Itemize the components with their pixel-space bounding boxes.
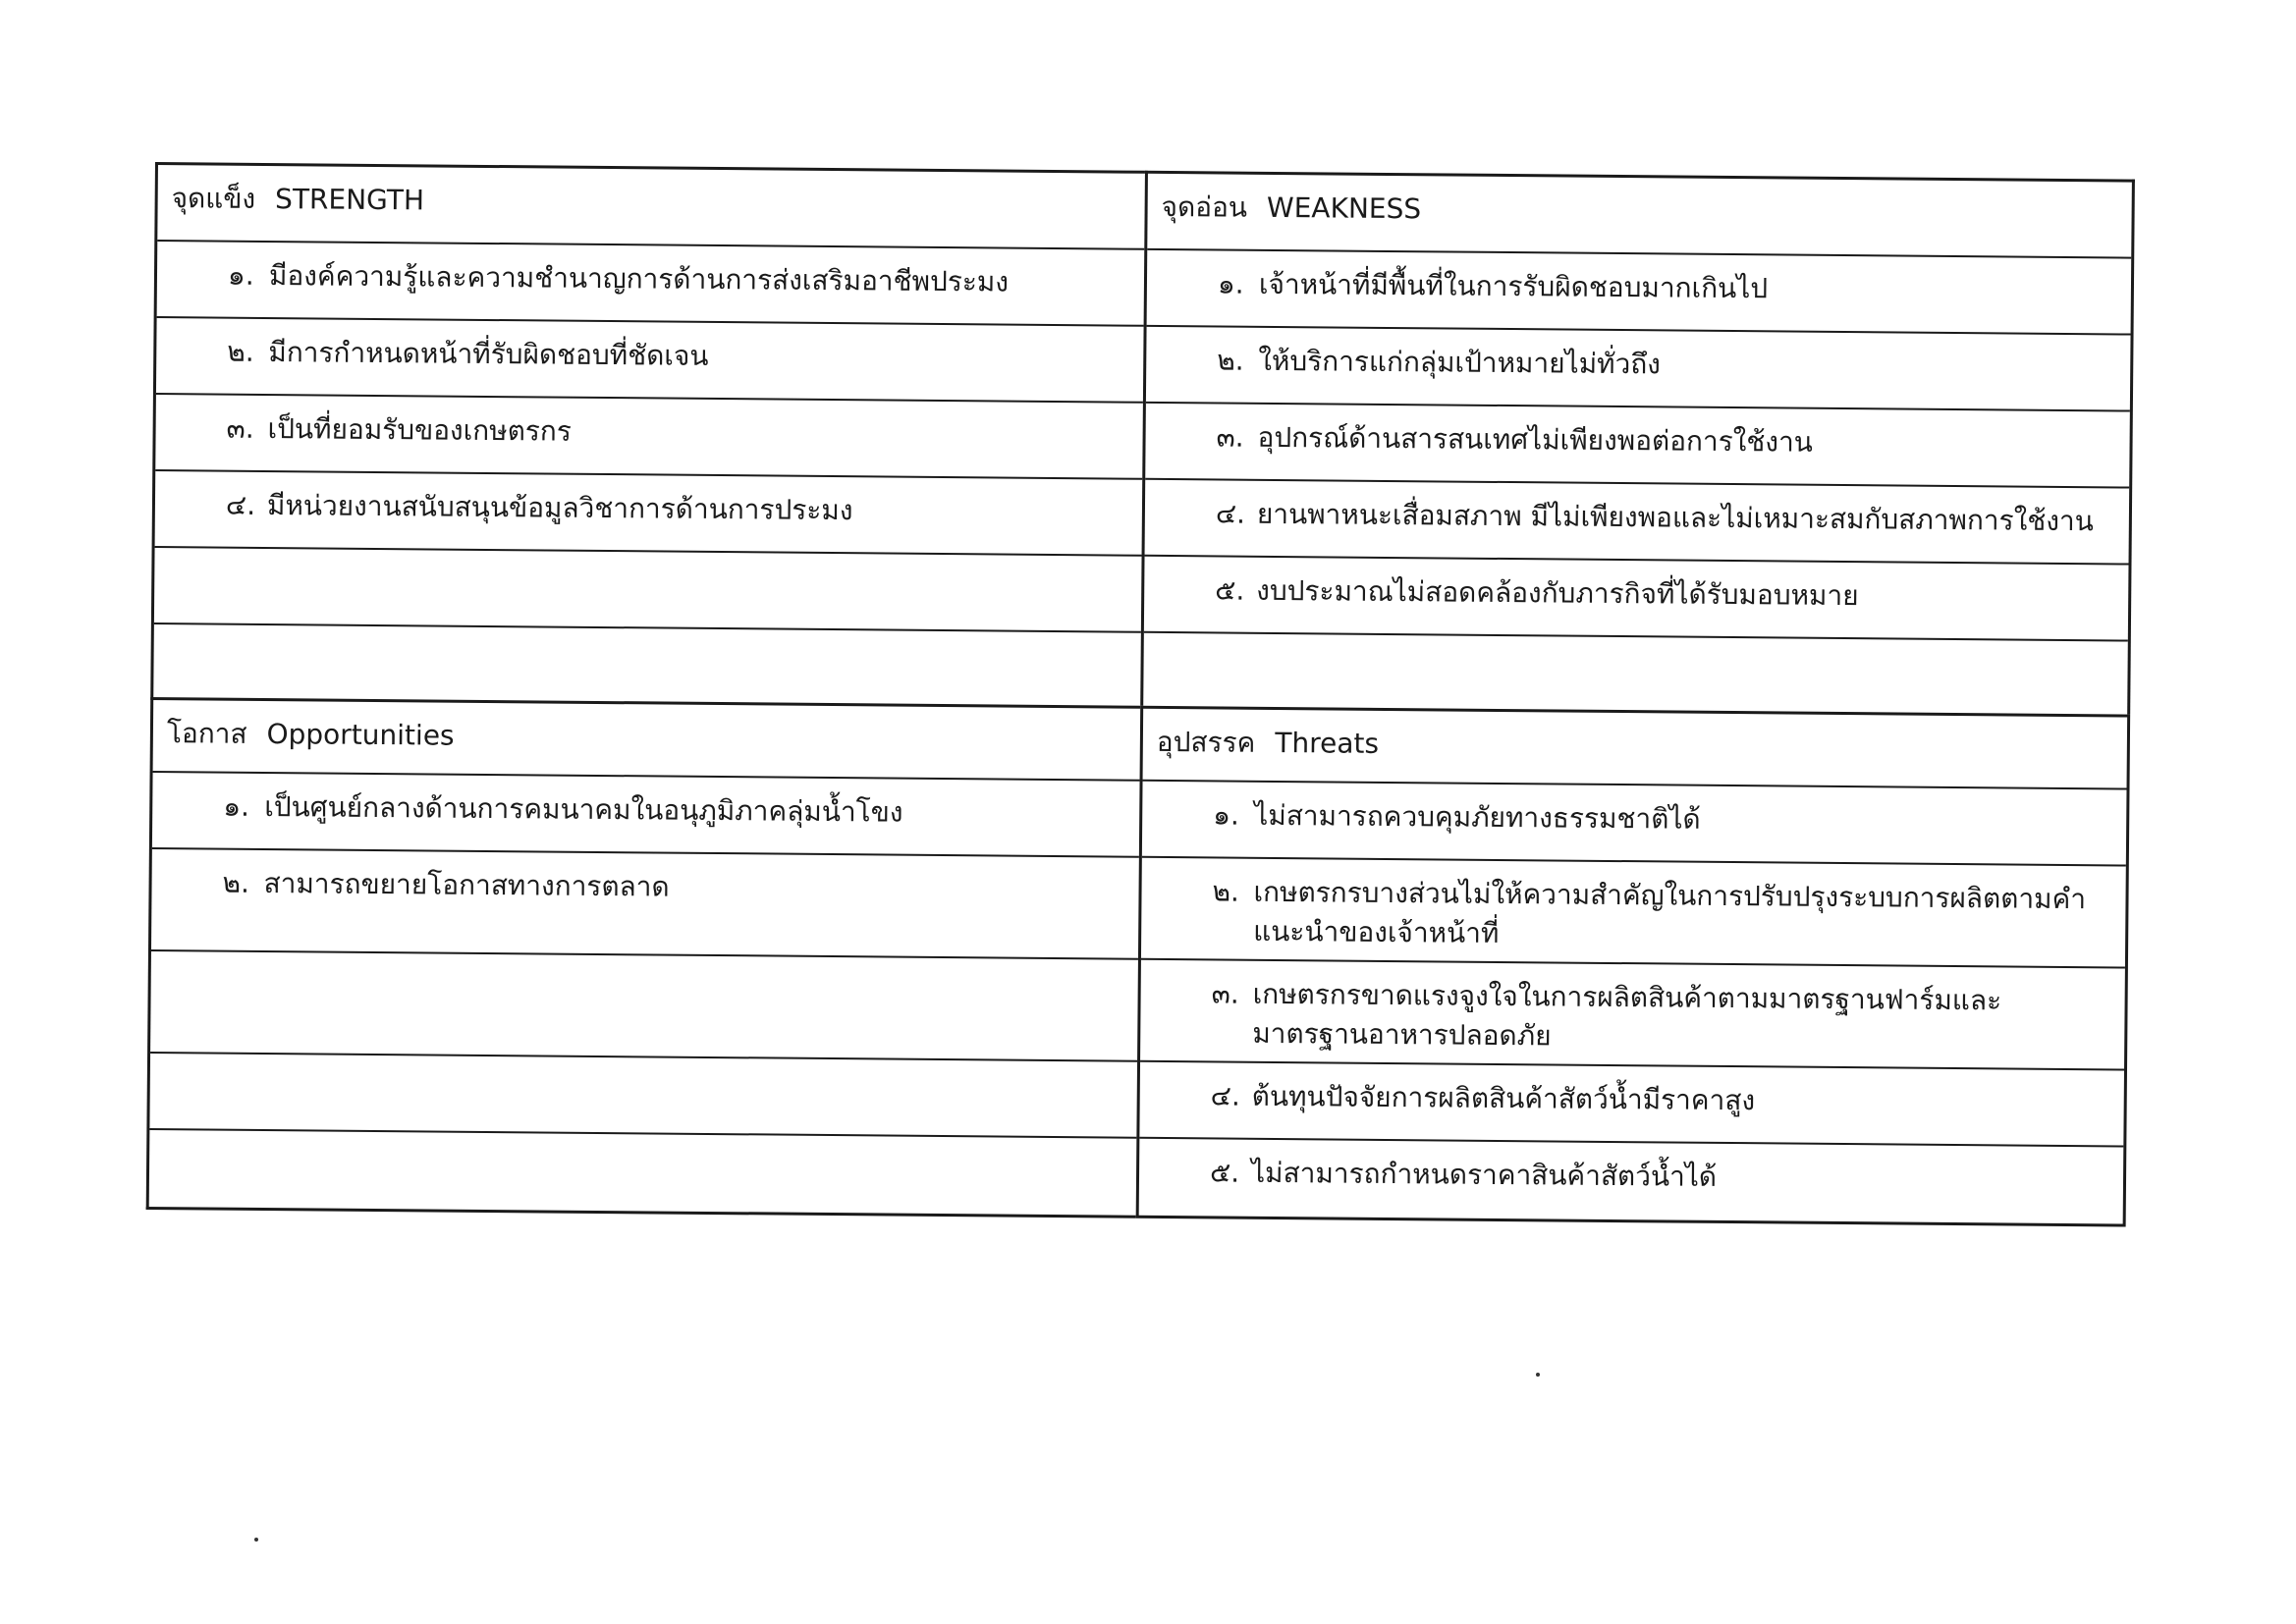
threats-column	[1136, 706, 2131, 1227]
threats-item	[1141, 858, 2126, 969]
item-number: ๒.	[227, 335, 254, 368]
weakness-item	[1147, 250, 2132, 336]
item-number: ๒.	[222, 866, 250, 899]
opportunities-title-th: โอกาส	[166, 717, 247, 750]
threats-item	[1142, 782, 2127, 867]
weakness-title-en: WEAKNESS	[1266, 190, 1422, 226]
item-number: ๑.	[1213, 798, 1240, 832]
strength-column	[150, 162, 1145, 706]
strength-empty-row	[153, 624, 1141, 706]
item-text: เกษตรกรบางส่วนไม่ให้ความสำคัญในการปรับปรุงระบบการผลิตตามคำแนะนำของเจ้าหน้าที่	[1253, 875, 2087, 949]
item-text: มีการกำหนดหน้าที่รับผิดชอบที่ชัดเจน	[268, 336, 709, 372]
item-text: อุปกรณ์ด้านสารสนเทศไม่เพียงพอต่อการใช้งาน	[1257, 420, 1814, 459]
opportunities-item	[151, 849, 1139, 960]
scan-speck	[254, 1538, 258, 1542]
weakness-header	[1147, 174, 2132, 259]
item-number: ๑.	[227, 258, 254, 292]
strength-item	[155, 471, 1143, 557]
item-text: เป็นศูนย์กลางด้านการคมนาคมในอนุภูมิภาคลุ่มน้ำโขง	[264, 789, 903, 829]
weakness-item	[1145, 480, 2130, 566]
item-text: มีหน่วยงานสนับสนุนข้อมูลวิชาการด้านการประมง	[266, 489, 853, 527]
weakness-item	[1146, 327, 2131, 412]
swot-top-half	[150, 162, 2135, 715]
weakness-column	[1140, 171, 2135, 715]
opportunities-empty-row	[150, 951, 1138, 1062]
item-text: มีองค์ความรู้และความชำนาญการด้านการส่งเสริมอาชีพประมง	[268, 259, 1010, 298]
threats-item	[1139, 1139, 2124, 1224]
strength-item	[155, 395, 1143, 480]
item-text: เจ้าหน้าที่มีพื้นที่ในการรับผิดชอบมากเกินไป	[1258, 267, 1769, 305]
item-text: ไม่สามารถกำหนดราคาสินค้าสัตว์น้ำได้	[1250, 1156, 1718, 1193]
item-number: ๑.	[223, 789, 250, 823]
threats-title-en: Threats	[1275, 726, 1380, 760]
swot-table	[146, 162, 2135, 1227]
item-text: ยานพาหนะเสื่อมสภาพ มีไม่เพียงพอและไม่เหมาะสมกับสภาพการใช้งาน	[1256, 497, 2095, 538]
item-number: ๕.	[1215, 573, 1245, 607]
opportunities-empty-row	[149, 1054, 1137, 1139]
strength-empty-row	[154, 548, 1142, 633]
threats-item	[1139, 1062, 2124, 1148]
item-text: เป็นที่ยอมรับของเกษตรกร	[267, 412, 573, 448]
item-text: สามารถขยายโอกาสทางการตลาด	[263, 866, 670, 903]
item-text: ต้นทุนปัจจัยการผลิตสินค้าสัตว์น้ำมีราคาสูง	[1251, 1079, 1756, 1117]
threats-header	[1143, 709, 2128, 790]
strength-item	[156, 318, 1144, 404]
item-text: ไม่สามารถควบคุมภัยทางธรรมชาติได้	[1254, 798, 1701, 836]
item-number: ๒.	[1212, 875, 1240, 908]
strength-title-th: จุดแข็ง	[171, 182, 256, 215]
opportunities-item	[152, 773, 1140, 858]
item-number: ๔.	[1210, 1079, 1240, 1112]
strength-header	[157, 165, 1145, 250]
item-text: งบประมาณไม่สอดคล้องกับภารกิจที่ได้รับมอบหมาย	[1256, 573, 1859, 613]
item-number: ๕.	[1209, 1156, 1240, 1189]
item-number: ๒.	[1217, 344, 1244, 377]
scan-speck	[1536, 1373, 1540, 1377]
item-text: เกษตรกรขาดแรงจูงใจในการผลิตสินค้าตามมาตรฐานฟาร์มและมาตรฐานอาหารปลอดภัย	[1252, 977, 2002, 1053]
item-number: ๔.	[225, 488, 256, 521]
strength-title-en: STRENGTH	[274, 183, 425, 217]
item-number: ๓.	[226, 411, 254, 445]
opportunities-header	[153, 700, 1141, 782]
weakness-title-th: จุดอ่อน	[1161, 189, 1248, 224]
item-number: ๓.	[1216, 420, 1244, 454]
item-text: ให้บริการแก่กลุ่มเป้าหมายไม่ทั่วถึง	[1258, 344, 1662, 381]
strength-item	[157, 242, 1145, 327]
item-number: ๔.	[1215, 497, 1246, 530]
opportunities-title-en: Opportunities	[266, 718, 455, 752]
weakness-item	[1145, 404, 2130, 489]
swot-bottom-half	[146, 697, 2130, 1227]
opportunities-empty-row	[149, 1130, 1137, 1216]
weakness-item	[1144, 557, 2129, 642]
threats-title-th: อุปสรรค	[1156, 725, 1256, 759]
item-number: ๓.	[1211, 977, 1239, 1010]
opportunities-column	[146, 697, 1141, 1218]
item-number: ๑.	[1217, 267, 1244, 300]
threats-item	[1140, 960, 2125, 1071]
weakness-empty-row	[1143, 633, 2128, 715]
